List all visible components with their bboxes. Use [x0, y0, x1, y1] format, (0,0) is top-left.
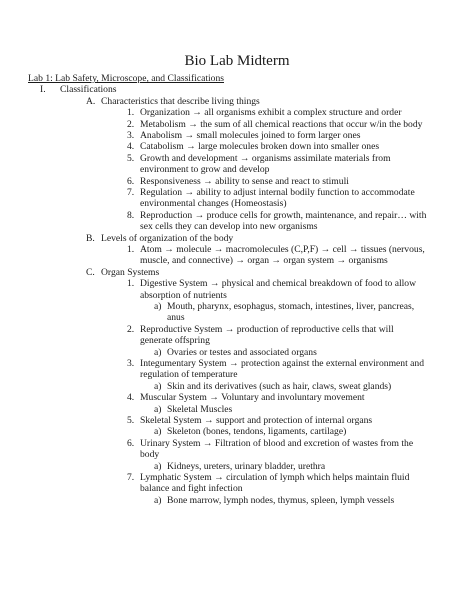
item-number: 2.	[127, 323, 135, 335]
list-item-text: Responsiveness → ability to sense and react to stimuli	[140, 175, 349, 187]
item-number: 1.	[127, 107, 135, 119]
item-number: 4.	[127, 141, 135, 153]
list-item-text: Catabolism → large molecules broken down into smaller ones	[140, 141, 380, 153]
sub-item-marker: a)	[154, 460, 162, 472]
item-number: 5.	[127, 415, 135, 426]
list-item-text: Organization → all organisms exhibit a complex structure and order	[140, 107, 402, 119]
list-item-text: Anabolism → small molecules joined to form larger ones	[140, 130, 361, 141]
subsection-marker: A.	[86, 95, 96, 107]
list-item-text: regulation of temperature	[140, 369, 238, 381]
list-item-text: Digestive System → physical and chemical breakdown of food to allow	[140, 278, 417, 290]
sub-item-text: Skin and its derivatives (such as hair, claws, sweat glands)	[167, 380, 392, 392]
list-item-text: environment to grow and develop	[140, 164, 270, 176]
subsection-marker: B.	[86, 232, 95, 244]
list-item-text: Muscular System → Voluntary and involuntary movement	[140, 392, 365, 404]
sub-item-text: Ovaries or testes and associated organs	[167, 346, 317, 358]
sub-item-marker: a)	[154, 346, 162, 358]
item-number: 4.	[127, 392, 135, 404]
item-number: 8.	[127, 209, 135, 221]
list-item-text: sex cells they can develop into new organisms	[140, 221, 318, 233]
item-number: 7.	[127, 472, 135, 483]
sub-item-marker: a)	[154, 301, 162, 312]
list-item-text: Reproduction → produce cells for growth, maintenance, and repair… with	[140, 209, 427, 221]
item-number: 1.	[127, 244, 135, 255]
sub-item-marker: a)	[154, 380, 162, 392]
item-number: 3.	[127, 358, 135, 369]
item-number: 7.	[127, 187, 135, 198]
list-item-text: Regulation → ability to adjust internal bodily function to accommodate	[140, 187, 415, 198]
list-item-text: Lymphatic System → circulation of lymph which helps maintain fluid	[140, 472, 410, 483]
item-number: 6.	[127, 175, 135, 187]
subsection-marker: C.	[86, 266, 95, 278]
subsection-heading: Organ Systems	[101, 266, 160, 278]
list-item-text: Integumentary System → protection against the external environment and	[140, 358, 424, 369]
list-item-text: muscle, and connective) → organ → organ system → organisms	[140, 255, 388, 267]
list-item-text: Skeletal System → support and protection of internal organs	[140, 415, 373, 426]
item-number: 6.	[127, 437, 135, 449]
sub-item-text: anus	[167, 312, 185, 324]
list-item-text: balance and fight infection	[140, 483, 243, 495]
item-number: 5.	[127, 152, 135, 164]
sub-item-marker: a)	[154, 426, 162, 438]
item-number: 3.	[127, 130, 135, 141]
list-item-text: body	[140, 449, 160, 461]
list-item-text: Atom → molecule → macromolecules (C,P,F) → cell → tissues (nervous,	[140, 244, 425, 255]
document-title: Bio Lab Midterm	[184, 53, 290, 69]
lab-heading: Lab 1: Lab Safety, Microscope, and Classifications	[28, 73, 224, 84]
item-number: 2.	[127, 118, 135, 130]
outline-marker: I.	[40, 84, 46, 96]
list-item-text: Growth and development → organisms assimilate materials from	[140, 152, 391, 164]
sub-item-text: Kidneys, ureters, urinary bladder, urethra	[167, 460, 326, 472]
list-item-text: Urinary System → Filtration of blood and excretion of wastes from the	[140, 437, 414, 449]
list-item-text: generate offspring	[140, 335, 210, 347]
sub-item-marker: a)	[154, 403, 162, 415]
sub-item-text: Mouth, pharynx, esophagus, stomach, intestines, liver, pancreas,	[167, 301, 415, 312]
subsection-heading: Characteristics that describe living things	[101, 95, 260, 107]
list-item-text: absorption of nutrients	[140, 289, 227, 301]
sub-item-text: Skeleton (bones, tendons, ligaments, cartilage)	[167, 426, 347, 438]
sub-item-text: Skeletal Muscles	[167, 403, 233, 415]
list-item-text: environmental changes (Homeostasis)	[140, 198, 287, 210]
item-number: 1.	[127, 278, 135, 290]
sub-item-marker: a)	[154, 494, 162, 506]
list-item-text: Metabolism → the sum of all chemical reactions that occur w/in the body	[140, 118, 423, 130]
sub-item-text: Bone marrow, lymph nodes, thymus, spleen, lymph vessels	[167, 494, 395, 506]
list-item-text: Reproductive System → production of reproductive cells that will	[140, 323, 394, 335]
subsection-heading: Levels of organization of the body	[101, 232, 234, 244]
section-heading: Classifications	[60, 84, 117, 96]
